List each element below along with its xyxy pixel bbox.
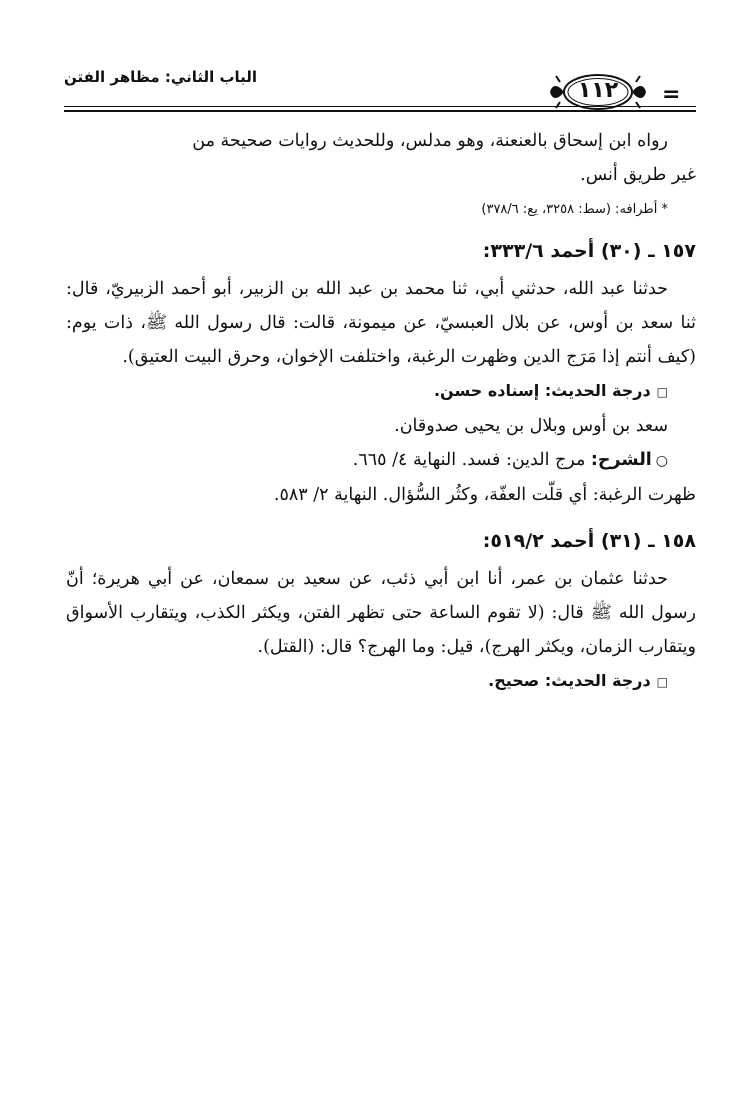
hadith-158-text: حدثنا عثمان بن عمر، أنا ابن أبي ذئب، عن سعيد بن سمعان، عن أبي هريرة؛ أنّ رسول الله ﷺ قال: (لا تقوم الساعة حتى تظهر الفتن، ويكثر الكذب، ويتقارب الأسواق ويتقارب الزمان، ويكثر الهرج)، قيل: وما الهرج؟ قال: (القتل). bbox=[66, 569, 696, 657]
hadith-158-grade bbox=[66, 664, 668, 699]
narrators-note: سعد بن أوس وبلال بن يحيى صدوقان. bbox=[394, 416, 668, 436]
header-rule-top bbox=[64, 106, 696, 107]
sharh-text-2: ظهرت الرغبة: أي قلّت العفّة، وكثُر السُّؤال. النهاية ٢/ ٥٨٣. bbox=[273, 485, 696, 505]
running-title: الباب الثاني: مظاهر الفتن bbox=[64, 68, 258, 86]
grade-text: درجة الحديث: إسناده حسن. bbox=[433, 381, 651, 400]
page-number: ١١٢ bbox=[577, 78, 619, 103]
header-dash-mark: = bbox=[662, 82, 681, 107]
paragraph-line: غير طريق أنس. bbox=[580, 165, 696, 185]
atraf-note: * أطرافه: (سط: ٣٢٥٨، يع: ٣٧٨/٦) bbox=[481, 202, 668, 217]
circle-marker-icon: ○ bbox=[655, 453, 668, 469]
header-rule-bottom bbox=[64, 110, 696, 112]
paragraph-line: رواه ابن إسحاق بالعنعنة، وهو مدلس، وللحديث روايات صحيحة من bbox=[192, 131, 668, 151]
grade-text: درجة الحديث: صحيح. bbox=[488, 671, 651, 690]
square-marker-icon: □ bbox=[656, 385, 668, 399]
hadith-157-heading: ١٥٧ ـ (٣٠) أحمد ٣٣٣/٦: bbox=[482, 240, 696, 262]
sharh-text: مرج الدين: فسد. النهاية ٤/ ٦٦٥. bbox=[352, 450, 586, 470]
sharh-line bbox=[66, 443, 668, 478]
page-header bbox=[64, 62, 696, 120]
square-marker-icon: □ bbox=[656, 675, 668, 689]
hadith-157-text: حدثنا عبد الله، حدثني أبي، ثنا محمد بن عبد الله بن الزبير، أبو أحمد الزبيريّ، قال: ثنا سعد بن أوس، عن بلال العبسيّ، عن ميمونة، قالت: قال رسول الله ﷺ، ذات يوم: (كيف أنتم إذا مَرَج الدين وظهرت الرغبة، واختلفت الإخوان، وحرق البيت العتيق). bbox=[66, 279, 696, 367]
page-body bbox=[66, 124, 696, 699]
hadith-158-heading: ١٥٨ ـ (٣١) أحمد ٥١٩/٢: bbox=[482, 530, 696, 552]
page-number-frame bbox=[548, 70, 648, 114]
sharh-label: الشرح: bbox=[590, 450, 652, 470]
hadith-157-grade bbox=[66, 374, 668, 409]
